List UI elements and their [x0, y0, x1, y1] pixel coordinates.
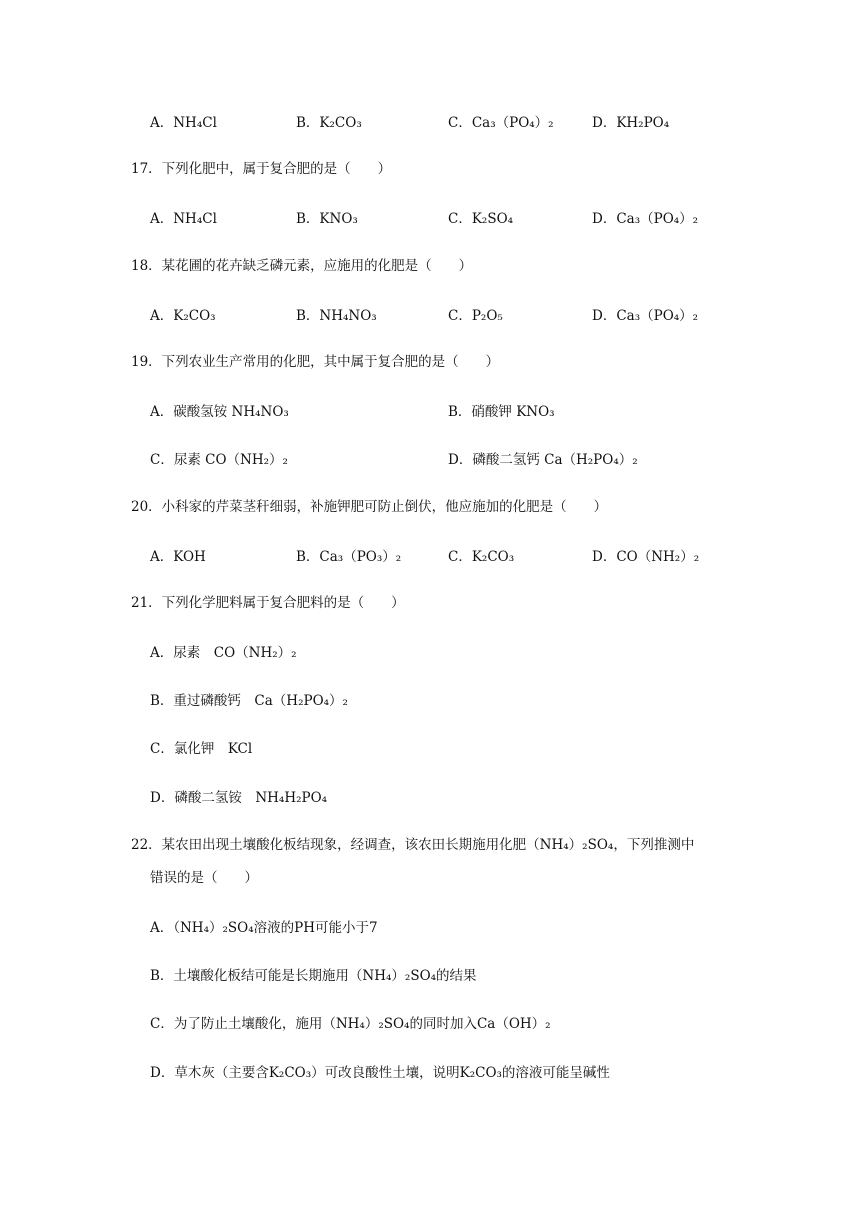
- q21-option-d: D．磷酸二氢铵 NH₄H₂PO₄: [150, 790, 328, 806]
- q17-option-b: B．KNO₃: [296, 211, 358, 227]
- q18-option-c: C．P₂O₅: [448, 308, 503, 324]
- q18-stem: 18．某花圃的花卉缺乏磷元素，应施用的化肥是（ ）: [131, 258, 473, 274]
- q22-stem-line2: 错误的是（ ）: [150, 870, 258, 886]
- q17-option-d: D．Ca₃（PO₄）₂: [592, 211, 699, 227]
- q19-option-d: D．磷酸二氢钙 Ca（H₂PO₄）₂: [448, 452, 638, 468]
- q22-option-d: D．草木灰（主要含K₂CO₃）可改良酸性土壤，说明K₂CO₃的溶液可能呈碱性: [150, 1065, 610, 1081]
- q21-option-a: A．尿素 CO（NH₂）₂: [150, 645, 297, 661]
- q21-option-b: B．重过磷酸钙 Ca（H₂PO₄）₂: [150, 693, 348, 709]
- q21-stem: 21．下列化学肥料属于复合肥料的是（ ）: [131, 595, 405, 611]
- q22-stem-line1: 22．某农田出现土壤酸化板结现象，经调查，该农田长期施用化肥（NH₄）₂SO₄，下列推测中: [131, 837, 695, 853]
- q20-option-b: B．Ca₃（PO₃）₂: [296, 549, 402, 565]
- q19-stem: 19．下列农业生产常用的化肥，其中属于复合肥的是（ ）: [131, 354, 500, 370]
- q20-option-d: D．CO（NH₂）₂: [592, 549, 700, 565]
- q16-option-a: A．NH₄Cl: [150, 115, 217, 131]
- q20-option-c: C．K₂CO₃: [448, 549, 515, 565]
- q21-option-c: C．氯化钾 KCl: [150, 741, 253, 757]
- q16-option-d: D．KH₂PO₄: [592, 115, 670, 131]
- q18-option-a: A．K₂CO₃: [150, 308, 216, 324]
- q20-stem: 20．小科家的芹菜茎秆细弱，补施钾肥可防止倒伏，他应施加的化肥是（ ）: [131, 499, 608, 515]
- q16-option-b: B．K₂CO₃: [296, 115, 362, 131]
- q16-option-c: C．Ca₃（PO₄）₂: [448, 115, 554, 131]
- q19-option-c: C．尿素 CO（NH₂）₂: [150, 452, 288, 468]
- q18-option-b: B．NH₄NO₃: [296, 308, 377, 324]
- q22-option-c: C．为了防止土壤酸化，施用（NH₄）₂SO₄的同时加入Ca（OH）₂: [150, 1016, 551, 1032]
- q20-option-a: A．KOH: [150, 549, 206, 565]
- q17-option-a: A．NH₄Cl: [150, 211, 217, 227]
- q17-stem: 17．下列化肥中，属于复合肥的是（ ）: [131, 161, 392, 177]
- q17-option-c: C．K₂SO₄: [448, 211, 514, 227]
- q22-option-a: A．（NH₄）₂SO₄溶液的PH可能小于7: [150, 920, 378, 936]
- q19-option-b: B．硝酸钾 KNO₃: [448, 404, 555, 420]
- q18-option-d: D．Ca₃（PO₄）₂: [592, 308, 699, 324]
- q22-option-b: B．土壤酸化板结可能是长期施用（NH₄）₂SO₄的结果: [150, 968, 477, 984]
- q19-option-a: A．碳酸氢铵 NH₄NO₃: [150, 404, 289, 420]
